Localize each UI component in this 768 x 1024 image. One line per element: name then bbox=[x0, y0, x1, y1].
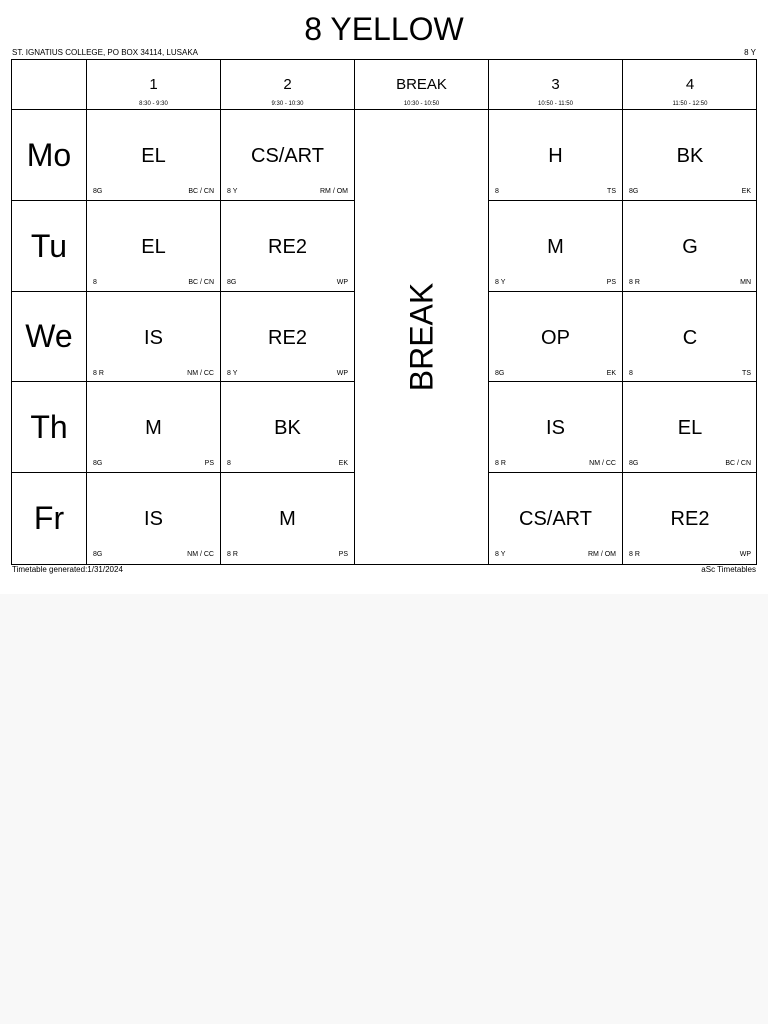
lesson-teacher: NM / CC bbox=[589, 460, 616, 467]
lesson-group: 8 R bbox=[93, 370, 104, 377]
lesson-group: 8 bbox=[93, 279, 97, 286]
lesson-subject: RE2 bbox=[268, 236, 307, 258]
lesson-subject: RE2 bbox=[268, 327, 307, 349]
lesson-group: 8 R bbox=[629, 279, 640, 286]
lesson-cell bbox=[87, 110, 221, 201]
period-header-3 bbox=[489, 60, 623, 110]
lesson-group: 8 bbox=[629, 370, 633, 377]
lesson-subject: IS bbox=[144, 327, 163, 349]
period-number: 1 bbox=[149, 76, 158, 93]
period-number: 4 bbox=[685, 76, 695, 93]
day-label-tu: Tu bbox=[12, 201, 87, 292]
lesson-subject: EL bbox=[677, 417, 703, 439]
lesson-group: 8G bbox=[93, 460, 103, 467]
lesson-group: 8G bbox=[629, 460, 639, 467]
lesson-cell bbox=[623, 110, 757, 201]
lesson-subject: EL bbox=[141, 145, 166, 167]
lesson-group: 8 R bbox=[227, 551, 238, 558]
timetable-grid bbox=[11, 59, 757, 565]
lesson-cell bbox=[489, 201, 623, 292]
lesson-cell bbox=[489, 292, 623, 382]
lesson-group: 8G bbox=[227, 279, 237, 286]
lesson-teacher: BC / CN bbox=[725, 460, 751, 467]
lesson-teacher: BC / CN bbox=[188, 279, 214, 286]
day-label-fr: Fr bbox=[12, 473, 87, 564]
lesson-subject: M bbox=[145, 417, 162, 439]
lesson-cell bbox=[623, 382, 757, 473]
lesson-subject: M bbox=[547, 236, 564, 258]
lesson-subject: H bbox=[548, 145, 563, 167]
lesson-group: 8G bbox=[93, 188, 103, 195]
lesson-cell bbox=[221, 292, 355, 382]
period-header-1 bbox=[87, 60, 221, 110]
lesson-group: 8 R bbox=[629, 551, 640, 558]
lesson-group: 8G bbox=[495, 370, 505, 377]
day-label-mo: Mo bbox=[12, 110, 87, 201]
period-time: 11:50 - 12:50 bbox=[672, 101, 708, 107]
lesson-subject: G bbox=[682, 236, 698, 258]
lesson-subject: BK bbox=[274, 417, 301, 439]
lesson-teacher: RM / OM bbox=[588, 551, 616, 558]
period-time: 8:30 - 9:30 bbox=[139, 101, 168, 107]
lesson-group: 8 bbox=[227, 460, 231, 467]
lesson-cell bbox=[87, 201, 221, 292]
lesson-cell bbox=[221, 110, 355, 201]
lesson-group: 8 Y bbox=[495, 279, 506, 286]
lesson-teacher: NM / CC bbox=[187, 370, 214, 377]
period-header-4 bbox=[623, 60, 757, 110]
lesson-cell bbox=[221, 382, 355, 473]
period-number: BREAK bbox=[396, 76, 447, 93]
lesson-group: 8 Y bbox=[227, 188, 238, 195]
period-header-2 bbox=[221, 60, 355, 110]
lesson-teacher: WP bbox=[336, 279, 348, 286]
period-time: 10:30 - 10:50 bbox=[403, 101, 440, 107]
lesson-subject: BK bbox=[676, 145, 704, 167]
lesson-cell bbox=[623, 292, 757, 382]
lesson-teacher: EK bbox=[741, 188, 751, 195]
lesson-teacher: BC / CN bbox=[188, 188, 214, 195]
lesson-group: 8G bbox=[629, 188, 639, 195]
lesson-cell bbox=[489, 473, 623, 564]
lesson-teacher: MN bbox=[740, 279, 751, 286]
lesson-cell bbox=[87, 382, 221, 473]
lesson-teacher: PS bbox=[338, 551, 348, 558]
lesson-cell bbox=[623, 473, 757, 564]
break-column bbox=[355, 110, 489, 564]
lesson-teacher: PS bbox=[606, 279, 616, 286]
lesson-cell bbox=[489, 110, 623, 201]
period-number: 2 bbox=[283, 76, 292, 93]
lesson-group: 8 bbox=[495, 188, 499, 195]
lesson-teacher: TS bbox=[742, 370, 751, 377]
lesson-group: 8G bbox=[93, 551, 103, 558]
lesson-group: 8 R bbox=[495, 460, 506, 467]
lesson-cell bbox=[87, 473, 221, 564]
lesson-subject: IS bbox=[144, 508, 163, 530]
timetable-title: 8 YELLOW bbox=[304, 11, 464, 47]
lesson-teacher: NM / CC bbox=[187, 551, 214, 558]
lesson-subject: IS bbox=[546, 417, 565, 439]
generated-date: Timetable generated:1/31/2024 bbox=[12, 565, 123, 574]
lesson-cell bbox=[87, 292, 221, 382]
lesson-subject: M bbox=[279, 508, 296, 530]
lesson-teacher: WP bbox=[739, 551, 751, 558]
school-name: ST. IGNATIUS COLLEGE, PO BOX 34114, LUSAKA bbox=[12, 48, 198, 57]
lesson-teacher: TS bbox=[607, 188, 616, 195]
lesson-cell bbox=[221, 201, 355, 292]
day-label-th: Th bbox=[12, 382, 87, 473]
day-label-we: We bbox=[12, 292, 87, 382]
lesson-subject: OP bbox=[541, 327, 570, 349]
lesson-cell bbox=[623, 201, 757, 292]
period-time: 9:30 - 10:30 bbox=[271, 101, 304, 107]
lesson-cell bbox=[489, 382, 623, 473]
break-label: BREAK bbox=[403, 282, 439, 392]
lesson-teacher: RM / OM bbox=[320, 188, 348, 195]
period-number: 3 bbox=[551, 76, 560, 93]
period-header-break bbox=[355, 60, 489, 110]
lesson-teacher: PS bbox=[204, 460, 214, 467]
lesson-group: 8 Y bbox=[227, 370, 238, 377]
period-time: 10:50 - 11:50 bbox=[538, 101, 573, 107]
lesson-teacher: WP bbox=[336, 370, 348, 377]
class-code: 8 Y bbox=[744, 48, 756, 57]
lesson-subject: CS/ART bbox=[251, 145, 324, 167]
lesson-group: 8 Y bbox=[495, 551, 506, 558]
software-credit: aSc Timetables bbox=[701, 565, 756, 574]
lesson-teacher: EK bbox=[338, 460, 348, 467]
lesson-subject: EL bbox=[141, 236, 166, 258]
lesson-subject: C bbox=[682, 327, 698, 349]
lesson-subject: RE2 bbox=[670, 508, 710, 530]
lesson-cell bbox=[221, 473, 355, 564]
corner-cell bbox=[12, 60, 87, 110]
lesson-teacher: EK bbox=[606, 370, 616, 377]
lesson-subject: CS/ART bbox=[519, 508, 592, 530]
